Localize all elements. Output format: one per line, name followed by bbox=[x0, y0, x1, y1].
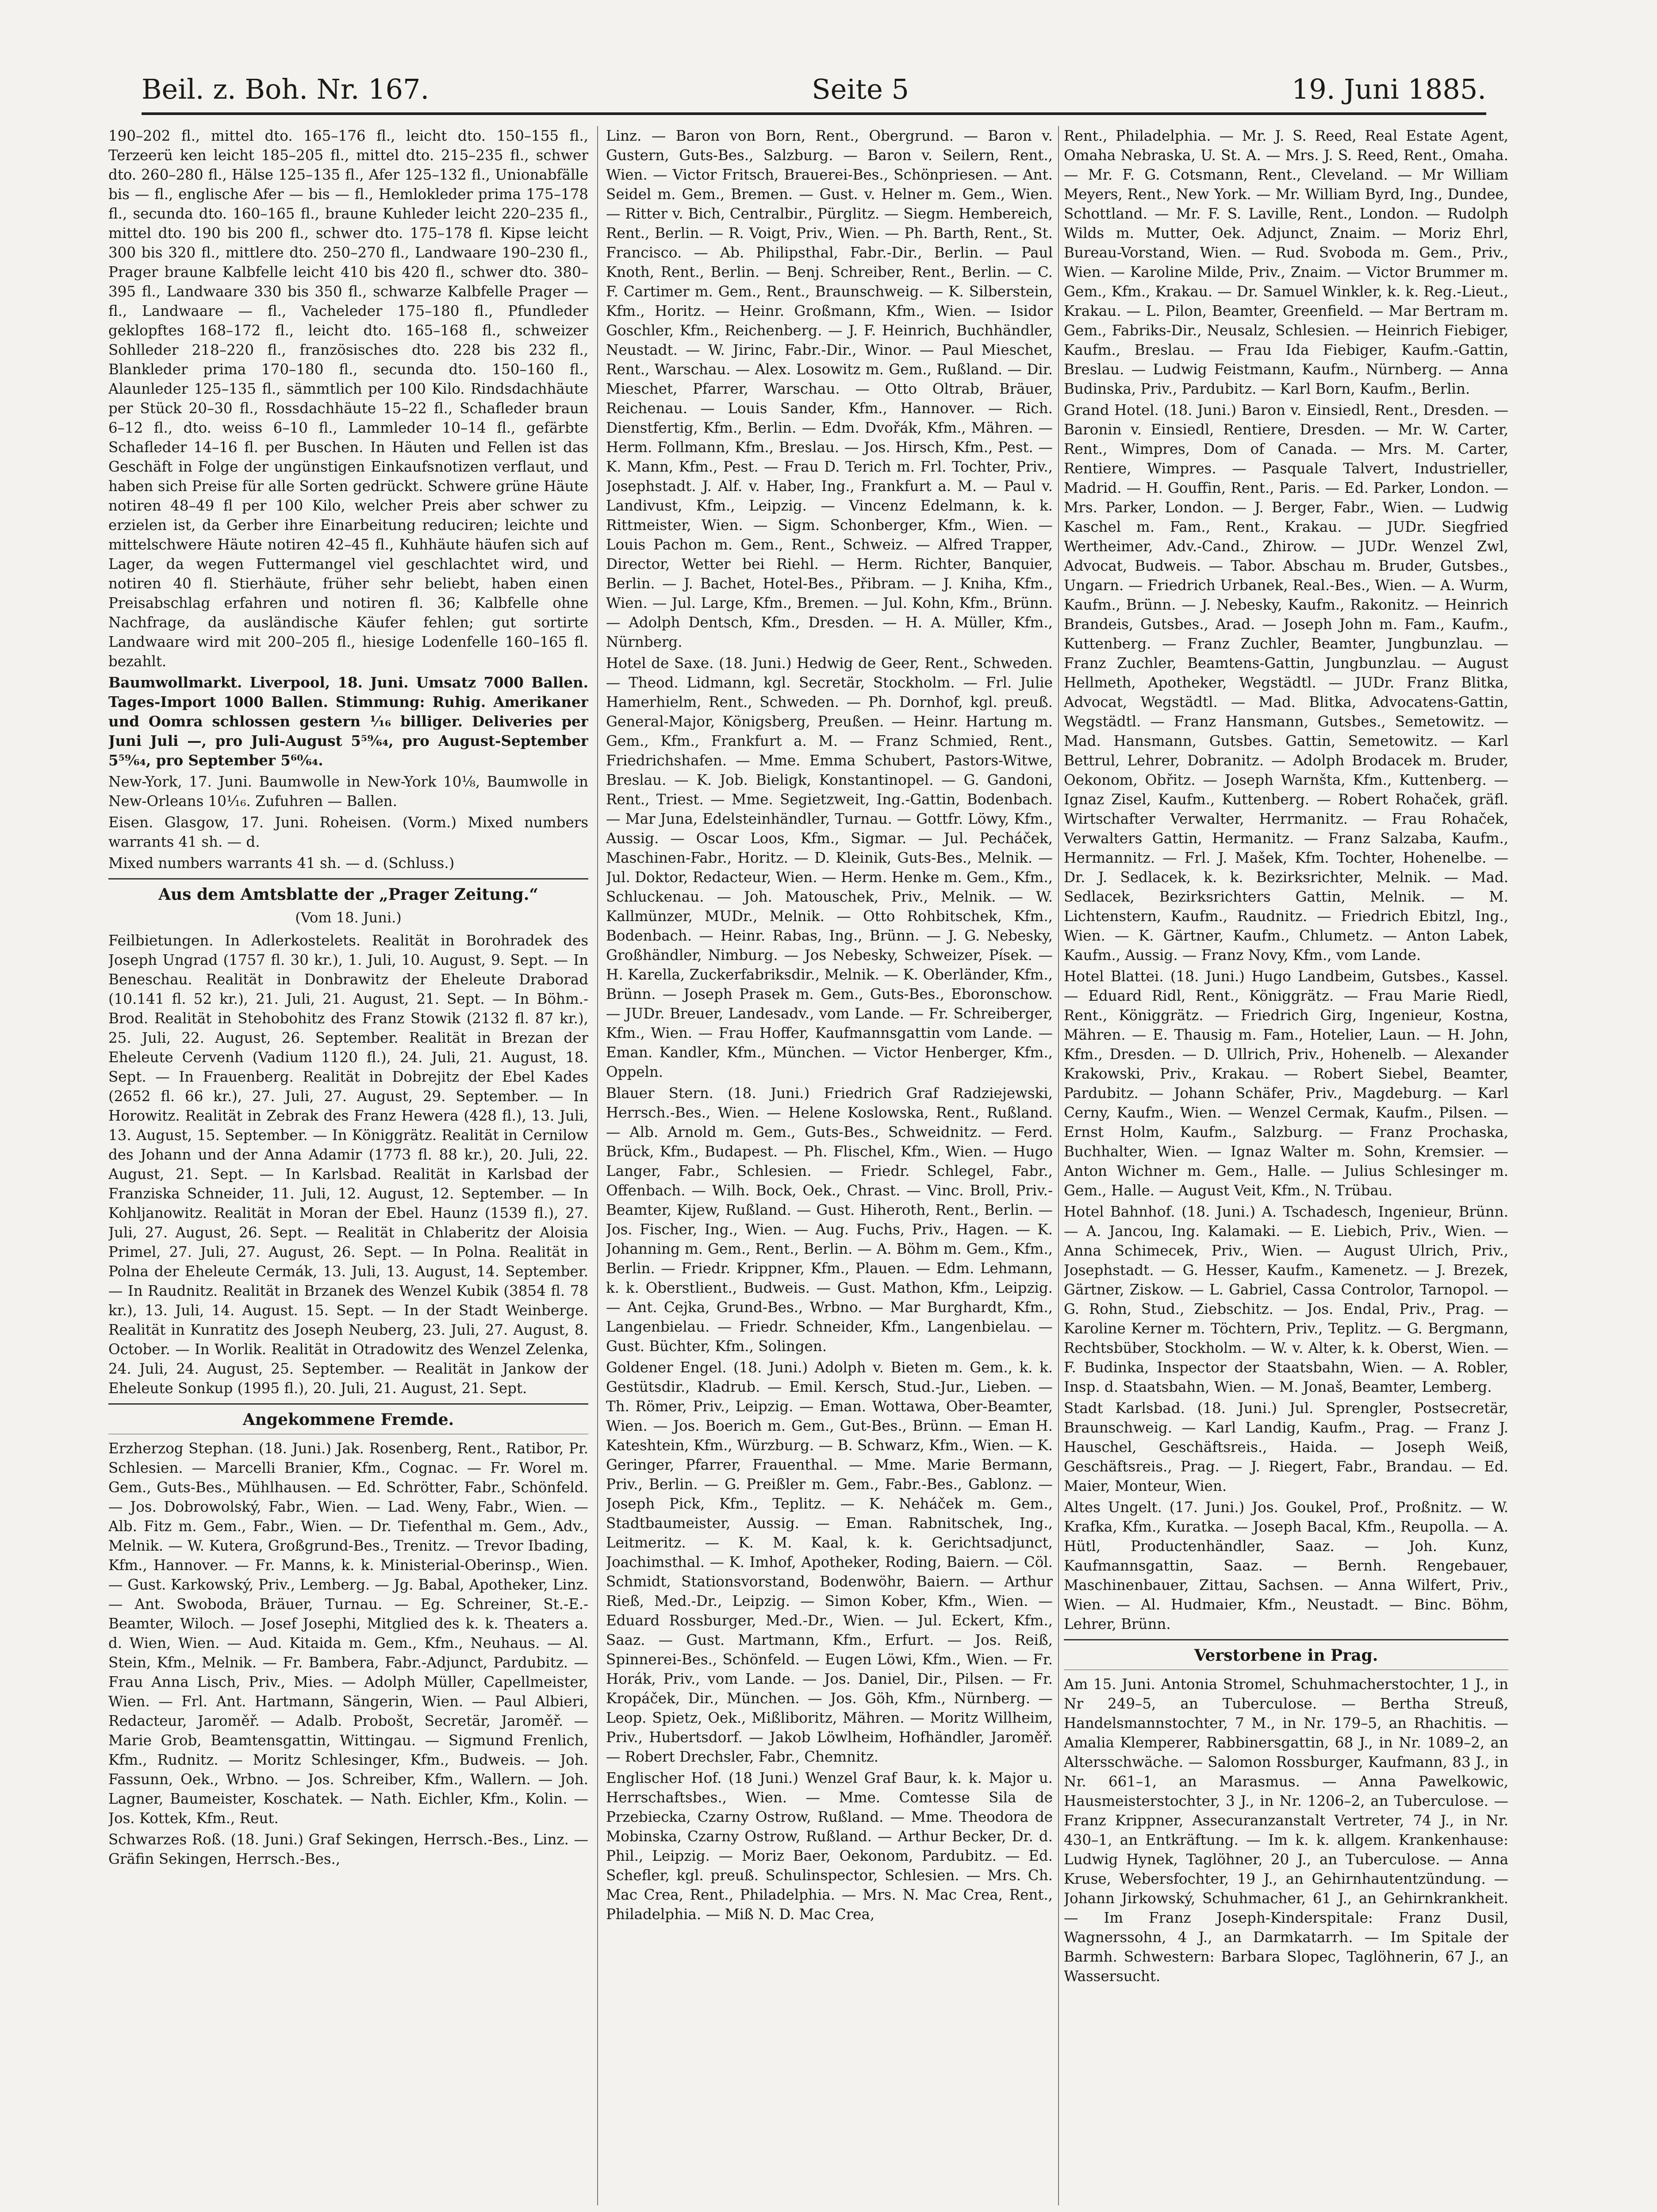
arrivals-blauer-stern: Blauer Stern. (18. Juni.) Friedrich Graf Radziejewski, Herrsch.-Bes., Wien. — Helene Koslowska, Rent., Rußland. — Alb. Arnold m. Gem., Guts-Bes., Schweidnitz. — Ferd. Brück, Kfm., Budapest. — Ph. Flischel, Kfm., Wien. — Hugo Langer, Fabr., Schlesien. — Friedr. Schlegel, Fabr., Offenbach. — Wilh. Bock, Oek., Chrast. — Vinc. Broll, Priv.-Beamter, Kijew, Rußland. — Gust. Hiheroth, Rent., Berlin. — Jos. Fischer, Ing., Wien. — Aug. Fuchs, Priv., Hagen. — K. Johanning m. Gem., Rent., Berlin. — A. Böhm m. Gem., Kfm., Berlin. — Friedr. Krippner, Kfm., Plauen. — Edm. Lehmann, k. k. Oberstlient., Budweis. — Gust. Mathon, Kfm., Leipzig. — Ant. Cejka, Grund-Bes., Wrbno. — Mar Burghardt, Kfm., Langenbielau. — Friedr. Schneider, Kfm., Langenbielau. — Gust. Büchter, Kfm., Solingen. bbox=[606, 1085, 1053, 1355]
arrivals-hotel-de-saxe: Hotel de Saxe. (18. Juni.) Hedwig de Geer, Rent., Schweden. — Theod. Lidmann, kgl. Secretär, Stockholm. — Frl. Julie Hamerhielm, Rent., Schweden. — Ph. Dornhof, kgl. preuß. General-Major, Königsberg, Preußen. — Heinr. Hartung m. Gem., Kfm., Frankfurt a. M. — Franz Schmied, Rent., Friedrichshafen. — Mme. Emma Schubert, Pastors-Witwe, Breslau. — K. Job. Bieligk, Konstantinopel. — G. Gandoni, Rent., Triest. — Mme. Segietzweit, Ing.-Gattin, Bodenbach. — Mar Juna, Edelsteinhändler, Turnau. — Gottfr. Löwy, Kfm., Aussig. — Oscar Loos, Kfm., Sigmar. — Jul. Pecháček, Maschinen-Fabr., Horitz. — D. Kleinik, Guts-Bes., Melnik. — Jul. Doktor, Redacteur, Wien. — Herm. Henke m. Gem., Kfm., Schluckenau. — Joh. Matouschek, Priv., Melnik. — W. Kallmünzer, MUDr., Melnik. — Otto Rohbitschek, Kfm., Bodenbach. — Heinr. Rabas, Ing., Brünn. — J. G. Nebesky, Großhändler, Nimburg. — Jos Nebesky, Schweizer, Písek. — H. Karella, Zuckerfabriksdir., Melnik. — K. Oberländer, Kfm., Brünn. — Joseph Prasek m. Gem., Guts-Bes., Eboronschow. — JUDr. Breuer, Landesadv., vom Lande. — Fr. Schreiberger, Kfm., Wien. — Frau Hoffer, Kaufmannsgattin vom Lande. — Eman. Kandler, Kfm., München. — Victor Henberger, Kfm., Oppeln. bbox=[606, 655, 1053, 1080]
arrivals-altes-ungelt: Altes Ungelt. (17. Juni.) Jos. Goukel, Prof., Proßnitz. — W. Krafka, Kfm., Kuratka. — Joseph Bacal, Kfm., Reupolla. — A. Hütl, Productenhändler, Saaz. — Joh. Kunz, Kaufmannsgattin, Saaz. — Bernh. Rengebauer, Maschinenbauer, Zittau, Sachsen. — Anna Wilfert, Priv., Wien. — Al. Hudmaier, Kfm., Neustadt. — Binc. Böhm, Lehrer, Brünn. bbox=[1064, 1499, 1508, 1632]
cotton-market-report: Baumwollmarkt. Liverpool, 18. Juni. Umsatz 7000 Ballen. Tages-Import 1000 Ballen. Stimmung: Ruhig. Amerikaner und Oomra schlossen gestern ¹⁄₁₆ billiger. Deliveries per Juni Juli —, pro Juli-August 5⁵⁹⁄₆₄, pro August-September 5⁵⁹⁄₆₄, pro September 5⁶⁰⁄₆₄. bbox=[108, 674, 588, 769]
amtsblatt-title: Aus dem Amtsblatte der „Prager Zeitung.“ bbox=[158, 885, 538, 904]
page-header bbox=[142, 49, 1486, 115]
iron-report-morning: Eisen. Glasgow, 17. Juni. Roheisen. (Vorm.) Mixed numbers warrants 41 sh. — d. bbox=[108, 814, 588, 850]
section-divider bbox=[108, 1403, 588, 1405]
header-date: 19. Juni 1885. bbox=[1291, 73, 1486, 105]
deaths-text: Am 15. Juni. Antonia Stromel, Schuhmacherstochter, 1 J., in Nr 249–5, an Tuberculose. — Bertha Streuß, Handelsmannstochter, 7 M., in Nr. 179–5, an Rhachitis. — Amalia Klemperer, Rabbinersgattin, 68 J., in Nr. 1089–2, an Altersschwäche. — Salomon Rossburger, Kaufmann, 83 J., in Nr. 661–1, an Marasmus. — Anna Pawelkowic, Hausmeisterstochter, 3 J., in Nr. 1206–2, an Tuberculose. — Franz Krippner, Assecuranzanstalt Vertreter, 74 J., in Nr. 430–1, an Entkräftung. — Im k. k. allgem. Krankenhause: Ludwig Hynek, Taglöhner, 20 J., an Tuberculose. — Anna Kruse, Webersfochter, 19 J., an Gehirnhautentzündung. — Johann Jirkowský, Schuhmacher, 61 J., an Gehirnkrankheit. — Im Franz Joseph-Kinderspitale: Franz Dusil, Wagnerssohn, 4 J., an Darmkatarrh. — Im Spitale der Barmh. Schwestern: Barbara Slopec, Taglöhnerin, 67 J., an Wassersucht. bbox=[1064, 1676, 1508, 1985]
arrivals-goldener-engel: Goldener Engel. (18. Juni.) Adolph v. Bieten m. Gem., k. k. Gestütsdir., Kladrub. — Emil. Kersch, Stud.-Jur., Lieben. — Th. Römer, Priv., Leipzig. — Eman. Wottawa, Ober-Beamter, Wien. — Jos. Boerich m. Gem., Gut-Bes., Brünn. — Eman H. Kateshtein, Kfm., Würzburg. — B. Schwarz, Kfm., Wien. — K. Geringer, Pfarrer, Frauenthal. — Mme. Marie Bermann, Priv., Berlin. — G. Preißler m. Gem., Fabr.-Bes., Gablonz. — Joseph Pick, Kfm., Teplitz. — K. Neháček m. Gem., Stadtbaumeister, Aussig. — Eman. Rabnitschek, Ing., Leitmeritz. — K. M. Kaal, k. k. Gerichtsadjunct, Joachimsthal. — K. Imhof, Apotheker, Roding, Baiern. — Cöl. Schmidt, Stationsvorstand, Bodenwöhr, Baiern. — Arthur Rieß, Med.-Dr., Leipzig. — Simon Kober, Kfm., Wien. — Eduard Rossburger, Med.-Dr., Wien. — Jul. Eckert, Kfm., Saaz. — Gust. Martmann, Kfm., Erfurt. — Jos. Reiß, Spinnerei-Bes., Schönfeld. — Eugen Löwi, Kfm., Wien. — Fr. Horák, Priv., vom Lande. — Jos. Daniel, Dir., Pilsen. — Fr. Kropáček, Dir., München. — Jos. Göh, Kfm., Nürnberg. — Leop. Spietz, Oek., Mißliboritz, Mähren. — Moritz Willheim, Priv., Hubertsdorf. — Jakob Löwlheim, Hofhändler, Jaroměř. — Robert Drechsler, Fabr., Chemnitz. bbox=[606, 1359, 1053, 1765]
column-divider bbox=[1058, 126, 1059, 2205]
deaths-title: Verstorbene in Prag. bbox=[1194, 1646, 1378, 1665]
arrivals-englischer-hof: Englischer Hof. (18 Juni.) Wenzel Graf Baur, k. k. Major u. Herrschaftsbes., Wien. — Mme. Comtesse Sila de Przebiecka, Czarny Ostrow, Rußland. — Mme. Theodora de Mobinska, Czarny Ostrow, Rußland. — Arthur Becker, Dr. d. Phil., Leipzig. — Moriz Baer, Oekonom, Pardubitz. — Ed. Schefler, kgl. preuß. Schulinspector, Schlesien. — Mrs. Ch. Mac Crea, Rent., Philadelphia. — Mrs. N. Mac Crea, Rent., Philadelphia. — Miß N. D. Mac Crea, bbox=[606, 1770, 1053, 1923]
arrivals-hotel-bahnhof: Hotel Bahnhof. (18. Juni.) A. Tschadesch, Ingenieur, Brünn. — A. Jancou, Ing. Kalamaki. — E. Liebich, Priv., Wien. — Anna Schimecek, Priv., Wien. — August Ulrich, Priv., Josephstadt. — G. Hesser, Kaufm., Kamenetz. — J. Brezek, Gärtner, Ziskow. — L. Gabriel, Cassa Controlor, Tarnopol. — G. Rohn, Stud., Ziebschitz. — Jos. Endal, Priv., Prag. — Karoline Kerner m. Töchtern, Priv., Teplitz. — G. Bergmann, Rechtsbüber, Stockholm. — W. v. Alter, k. k. Oberst, Wien. — F. Budinka, Inspector der Staatsbahn, Wien. — A. Robler, Insp. d. Staatsbahn, Wien. — M. Jonaš, Beamter, Lemberg. bbox=[1064, 1203, 1508, 1395]
arrivals-grand-hotel: Grand Hotel. (18. Juni.) Baron v. Einsiedl, Rent., Dresden. — Baronin v. Einsiedl, Rentiere, Dresden. — Mr. W. Carter, Rent., Wimpres, Dom of Canada. — Mrs. M. Carter, Rentiere, Wimpres. — Pasquale Talvert, Industrieller, Madrid. — H. Gouffin, Rent., Paris. — Ed. Parker, London. — Mrs. Parker, London. — J. Berger, Fabr., Wien. — Ludwig Kaschel m. Fam., Rent., Krakau. — JUDr. Siegfried Wertheimer, Adv.-Cand., Zhirow. — JUDr. Wenzel Zwl, Advocat, Budweis. — Tabor. Abschau m. Bruder, Gutsbes., Ungarn. — Friedrich Urbanek, Real.-Bes., Wien. — A. Wurm, Kaufm., Brünn. — J. Nebesky, Kaufm., Rakonitz. — Heinrich Brandeis, Gutsbes., Arad. — Joseph John m. Fam., Kaufm., Kuttenberg. — Franz Zuchler, Beamter, Jungbunzlau. — Franz Zuchler, Beamtens-Gattin, Jungbunzlau. — August Hellmeth, Apotheker, Wegstädtl. — JUDr. Franz Blitka, Advocat, Wegstädtl. — Mad. Blitka, Advocatens-Gattin, Wegstädtl. — Franz Hansmann, Gutsbes., Semetowitz. — Mad. Hansmann, Gutsbes. Gattin, Semetowitz. — Karl Bettrul, Lehrer, Dobranitz. — Adolph Brodacek m. Bruder, Oekonom, Obřitz. — Joseph Warnšta, Kfm., Kuttenberg. — Ignaz Zisel, Kaufm., Kuttenberg. — Robert Rohaček, gräfl. Wirtschafter Verwalter, Herrmanitz. — Frau Rohaček, Verwalters Gattin, Hermanitz. — Franz Salzaba, Kaufm., Hermannitz. — Frl. J. Mašek, Kfm. Tochter, Hohenelbe. — Dr. J. Sedlacek, k. k. Bezirksrichter, Melnik. — Mad. Sedlacek, Bezirksrichters Gattin, Melnik. — M. Lichtenstern, Kaufm., Raudnitz. — Friedrich Ebitzl, Ing., Wien. — K. Gärtner, Kaufm., Chlumetz. — Anton Labek, Kaufm., Aussig. — Franz Novy, Kfm., vom Lande. bbox=[1064, 402, 1508, 964]
arrivals-title: Angekommene Fremde. bbox=[242, 1410, 454, 1429]
amtsblatt-subtitle: (Vom 18. Juni.) bbox=[295, 909, 402, 926]
header-issue: Beil. z. Boh. Nr. 167. bbox=[142, 73, 430, 105]
leather-market-report: 190–202 fl., mittel dto. 165–176 fl., leicht dto. 150–155 fl., Terzeerü ken leicht 185–205 fl., mittel dto. 215–235 fl., schwer dto. 260–280 fl., Hälse 125–135 fl., Afer 125–132 fl., Unionabfälle bis — fl., englische Afer — bis — fl., Hemlokleder prima 175–178 fl., secunda dto. 160–165 fl., braune Kuhleder leicht 220–235 fl., mittel dto. 190 bis 200 fl., schwer dto. 175–178 fl. Kipse leicht 300 bis 320 fl., mittlere dto. 250–270 fl., Landwaare 190–230 fl., Prager braune Kalbfelle leicht 410 bis 420 fl., schwer dto. 380–395 fl., Landwaare 330 bis 350 fl., schwarze Kalbfelle Prager — fl., Landwaare — fl., Vacheleder 175–180 fl., Pfundleder geklopftes 168–172 fl., leicht dto. 165–168 fl., schweizer Sohlleder 218–220 fl., französisches dto. 228 bis 232 fl., Blankleder prima 170–180 fl., secunda dto. 150–160 fl., Alaunleder 125–135 fl., sämmtlich per 100 Kilo. Rindsdachhäute per Stück 20–30 fl., Rossdachhäute 15–22 fl., Schafleder braun 6–12 fl., dto. weiss 6–10 fl., Lammleder 10–14 fl., gefärbte Schafleder 14–16 fl. per Buschen. In Häuten und Fellen ist das Geschäft in Folge der ungünstigen Einkaufsnotizen verflaut, und haben sich Preise für alle Sorten gedrückt. Schwere grüne Häute notiren 48–49 fl per 100 Kilo, welcher Preis aber schwer zu erzielen ist, da Gerber ihre Einarbeitung reduciren; leichte und mittelschwere Häute notiren 42–45 fl., Kuhhäute häufen sich auf Lager, da wegen Futtermangel viel geschlachtet wird, und notiren 40 fl. Stierhäute, früher sehr beliebt, haben einen Preisabschlag erfahren und notiren fl. 36; Kalbfelle ohne Nachfrage, da ausländische Käufer fehlen; gut sortirte Landwaare wird mit 200–205 fl., hiesige Lodenfelle 160–165 fl. bezahlt. bbox=[108, 127, 588, 670]
section-divider bbox=[1064, 1639, 1508, 1640]
arrivals-hotel-blattei: Hotel Blattei. (18. Juni.) Hugo Landbeim, Gutsbes., Kassel. — Eduard Ridl, Rent., Königgrätz. — Frau Marie Riedl, Rent., Königgrätz. — Friedrich Girg, Ingenieur, Kostna, Mähren. — E. Thausig m. Fam., Hotelier, Laun. — H. John, Kfm., Dresden. — D. Ullrich, Priv., Hohenelb. — Alexander Krakowski, Priv., Krakau. — Robert Siebel, Beamter, Pardubitz. — Johann Schäfer, Priv., Magdeburg. — Karl Cerny, Kaufm., Wien. — Wenzel Cermak, Kaufm., Pilsen. — Ernst Holm, Kaufm., Salzburg. — Franz Prochaska, Buchhalter, Wien. — Ignaz Walter m. Sohn, Kremsier. — Anton Wichner m. Gem., Halle. — Julius Schlesinger m. Gem., Halle. — August Veit, Kfm., N. Trübau. bbox=[1064, 968, 1508, 1199]
header-page-number: Seite 5 bbox=[812, 73, 909, 105]
arrivals-erzherzog-stephan: Erzherzog Stephan. (18. Juni.) Jak. Rosenberg, Rent., Ratibor, Pr. Schlesien. — Marcelli Branier, Kfm., Cognac. — Fr. Worel m. Gem., Guts-Bes., Mühlhausen. — Ed. Schrötter, Fabr., Schönfeld. — Jos. Dobrowolský, Fabr., Wien. — Lad. Weny, Fabr., Wien. — Alb. Fitz m. Gem., Fabr., Wien. — Dr. Tiefenthal m. Gem., Adv., Melnik. — W. Kutera, Großgrund-Bes., Trenitz. — Trevor Ibading, Kfm., Hannover. — Fr. Manns, k. k. Ministerial-Oberinsp., Wien. — Gust. Karkowský, Priv., Lemberg. — Jg. Babal, Apotheker, Linz. — Ant. Swoboda, Bräuer, Turnau. — Eg. Schreiner, St.-E.-Beamter, Wiloch. — Josef Josephi, Mitglied des k. k. Theaters a. d. Wien, Wien. — Aud. Kitaida m. Gem., Kfm., Neuhaus. — Al. Stein, Kfm., Melnik. — Fr. Bambera, Fabr.-Adjunct, Pardubitz. — Frau Anna Lisch, Priv., Mies. — Adolph Müller, Capellmeister, Wien. — Frl. Ant. Hartmann, Sängerin, Wien. — Paul Albieri, Redacteur, Jaroměř. — Adalb. Probošt, Secretär, Jaroměř. — Marie Grob, Beamtensgattin, Wittingau. — Sigmund Frenlich, Kfm., Rudnitz. — Moritz Schlesinger, Kfm., Budweis. — Joh. Fassunn, Oek., Wrbno. — Jos. Schreiber, Kfm., Wallern. — Joh. Lagner, Baumeister, Koschatek. — Nath. Eichler, Kfm., Kolin. — Jos. Kottek, Kfm., Reut. bbox=[108, 1440, 588, 1827]
column-divider bbox=[597, 126, 598, 2205]
newyork-cotton-report: New-York, 17. Juni. Baumwolle in New-York 10⅛, Baumwolle in New-Orleans 10¹⁄₁₆. Zufuhren — Ballen. bbox=[108, 773, 588, 810]
amtsblatt-text: Feilbietungen. In Adlerkostelets. Realität in Borohradek des Joseph Ungrad (1757 fl. 30 kr.), 1. Juli, 10. August, 9. Sept. — In Beneschau. Realität in Donbrawitz der Eheleute Draborad (10.141 fl. 52 kr.), 21. Juli, 21. August, 21. Sept. — In Böhm.-Brod. Realität in Stehobohitz des Franz Stowik (2132 fl. 87 kr.), 25. Juli, 22. August, 26. September. Realität in Brezan der Eheleute Cervenh (Vadium 1120 fl.), 24. Juli, 21. August, 18. Sept. — In Frauenberg. Realität in Dobrejitz der Ebel Kades (2652 fl. 66 kr.), 27. Juli, 27. August, 29. September. — In Horowitz. Realität in Zebrak des Franz Hewera (428 fl.), 13. Juli, 13. August, 15. September. — In Königgrätz. Realität in Cernilow des Johann und der Anna Adamir (1773 fl. 88 kr.), 20. Juli, 22. August, 21. Sept. — In Karlsbad. Realität in Karlsbad der Franziska Schneider, 11. Juli, 12. August, 12. September. — In Kohljanowitz. Realität in Moran der Ebel. Haunz (1539 fl.), 27. Juli, 27. August, 26. Sept. — Realität in Chlaberitz der Aloisia Primel, 27. Juli, 27. August, 26. Sept. — In Polna. Realität in Polna der Eheleute Cermák, 13. Juli, 13. August, 14. September. — In Raudnitz. Realität in Brzanek des Wenzel Kubik (3854 fl. 78 kr.), 13. Juli, 14. August. 15. Sept. — In der Stadt Weinberge. Realität in Kunratitz des Joseph Neuberg, 23. Juli, 27. August, 8. October. — In Worlik. Realität in Otradowitz des Wenzel Zelenka, 24. Juli, 24. August, 25. September. — Realität in Jankow der Eheleute Sonkup (1995 fl.), 20. Juli, 21. August, 21. Sept. bbox=[108, 932, 588, 1397]
column-2 bbox=[606, 126, 1053, 2212]
arrivals-stadt-karlsbad: Stadt Karlsbad. (18. Juni.) Jul. Sprengler, Postsecretär, Braunschweig. — Karl Landig, Kaufm., Prag. — Franz J. Hauschel, Geschäftsreis., Haida. — Joseph Weiß, Geschäftsreis., Prag. — J. Riegert, Fabr., Brandau. — Ed. Maier, Monteur, Wien. bbox=[1064, 1400, 1508, 1494]
iron-report-close: Mixed numbers warrants 41 sh. — d. (Schluss.) bbox=[108, 855, 455, 872]
column-1 bbox=[108, 126, 588, 2212]
section-divider bbox=[108, 878, 588, 879]
column-3 bbox=[1064, 126, 1508, 2212]
arrivals-continued: Linz. — Baron von Born, Rent., Obergrund. — Baron v. Gustern, Guts-Bes., Salzburg. — Baron v. Seilern, Rent., Wien. — Victor Fritsch, Brauerei-Bes., Schönpriesen. — Ant. Seidel m. Gem., Bremen. — Gust. v. Helner m. Gem., Wien. — Ritter v. Bich, Centralbir., Pürglitz. — Siegm. Hembereich, Rent., Berlin. — R. Voigt, Priv., Wien. — Ph. Barth, Rent., St. Francisco. — Ab. Philipsthal, Fabr.-Dir., Berlin. — Paul Knoth, Rent., Berlin. — Benj. Schreiber, Rent., Berlin. — C. F. Cartimer m. Gem., Rent., Braunschweig. — K. Silberstein, Kfm., Horitz. — Heinr. Großmann, Kfm., Wien. — Isidor Goschler, Kfm., Reichenberg. — J. F. Heinrich, Buchhändler, Neustadt. — W. Jirinc, Fabr.-Dir., Winor. — Paul Mieschet, Rent., Warschau. — Alex. Losowitz m. Gem., Rußland. — Dir. Mieschet, Pfarrer, Warschau. — Otto Oltrab, Bräuer, Reichenau. — Louis Sander, Kfm., Hannover. — Rich. Dienstfertig, Kfm., Berlin. — Edm. Dvořák, Kfm., Mähren. — Herm. Follmann, Kfm., Breslau. — Jos. Hirsch, Kfm., Pest. — K. Mann, Kfm., Pest. — Frau D. Terich m. Frl. Tochter, Priv., Josephstadt. J. Alf. v. Haber, Ing., Frankfurt a. M. — Paul v. Landivust, Kfm., Leipzig. — Vincenz Edelmann, k. k. Rittmeister, Wien. — Sigm. Schonberger, Kfm., Wien. — Louis Pachon m. Gem., Rent., Schweiz. — Alfred Trapper, Director, Wetter bei Riehl. — Herm. Richter, Banquier, Berlin. — J. Bachet, Hotel-Bes., Přibram. — J. Kniha, Kfm., Wien. — Jul. Large, Kfm., Bremen. — Jul. Kohn, Kfm., Brünn. — Adolph Dentsch, Kfm., Dresden. — H. A. Müller, Kfm., Nürnberg. bbox=[606, 127, 1053, 650]
arrivals-schwarzes-ross: Schwarzes Roß. (18. Juni.) Graf Sekingen, Herrsch.-Bes., Linz. — Gräfin Sekingen, Herrsch.-Bes., bbox=[108, 1831, 588, 1867]
arrivals-continued: Rent., Philadelphia. — Mr. J. S. Reed, Real Estate Agent, Omaha Nebraska, U. St. A. — Mrs. J. S. Reed, Rent., Omaha. — Mr. F. G. Cotsmann, Rent., Cleveland. — Mr William Meyers, Rent., New York. — Mr. William Byrd, Ing., Dundee, Schottland. — Mr. F. S. Laville, Rent., London. — Rudolph Wilds m. Mutter, Oek. Adjunct, Znaim. — Moriz Ehrl, Bureau-Vorstand, Wien. — Rud. Svoboda m. Gem., Priv., Wien. — Karoline Milde, Priv., Znaim. — Victor Brummer m. Gem., Kfm., Krakau. — Dr. Samuel Winkler, k. k. Reg.-Lieut., Krakau. — L. Pilon, Beamter, Greenfield. — Mar Bertram m. Gem., Fabriks-Dir., Neusalz, Schlesien. — Heinrich Fiebiger, Kaufm., Breslau. — Frau Ida Fiebiger, Kaufm.-Gattin, Breslau. — Ludwig Feistmann, Kaufm., Nürnberg. — Anna Budinska, Priv., Pardubitz. — Karl Born, Kaufm., Berlin. bbox=[1064, 127, 1508, 397]
